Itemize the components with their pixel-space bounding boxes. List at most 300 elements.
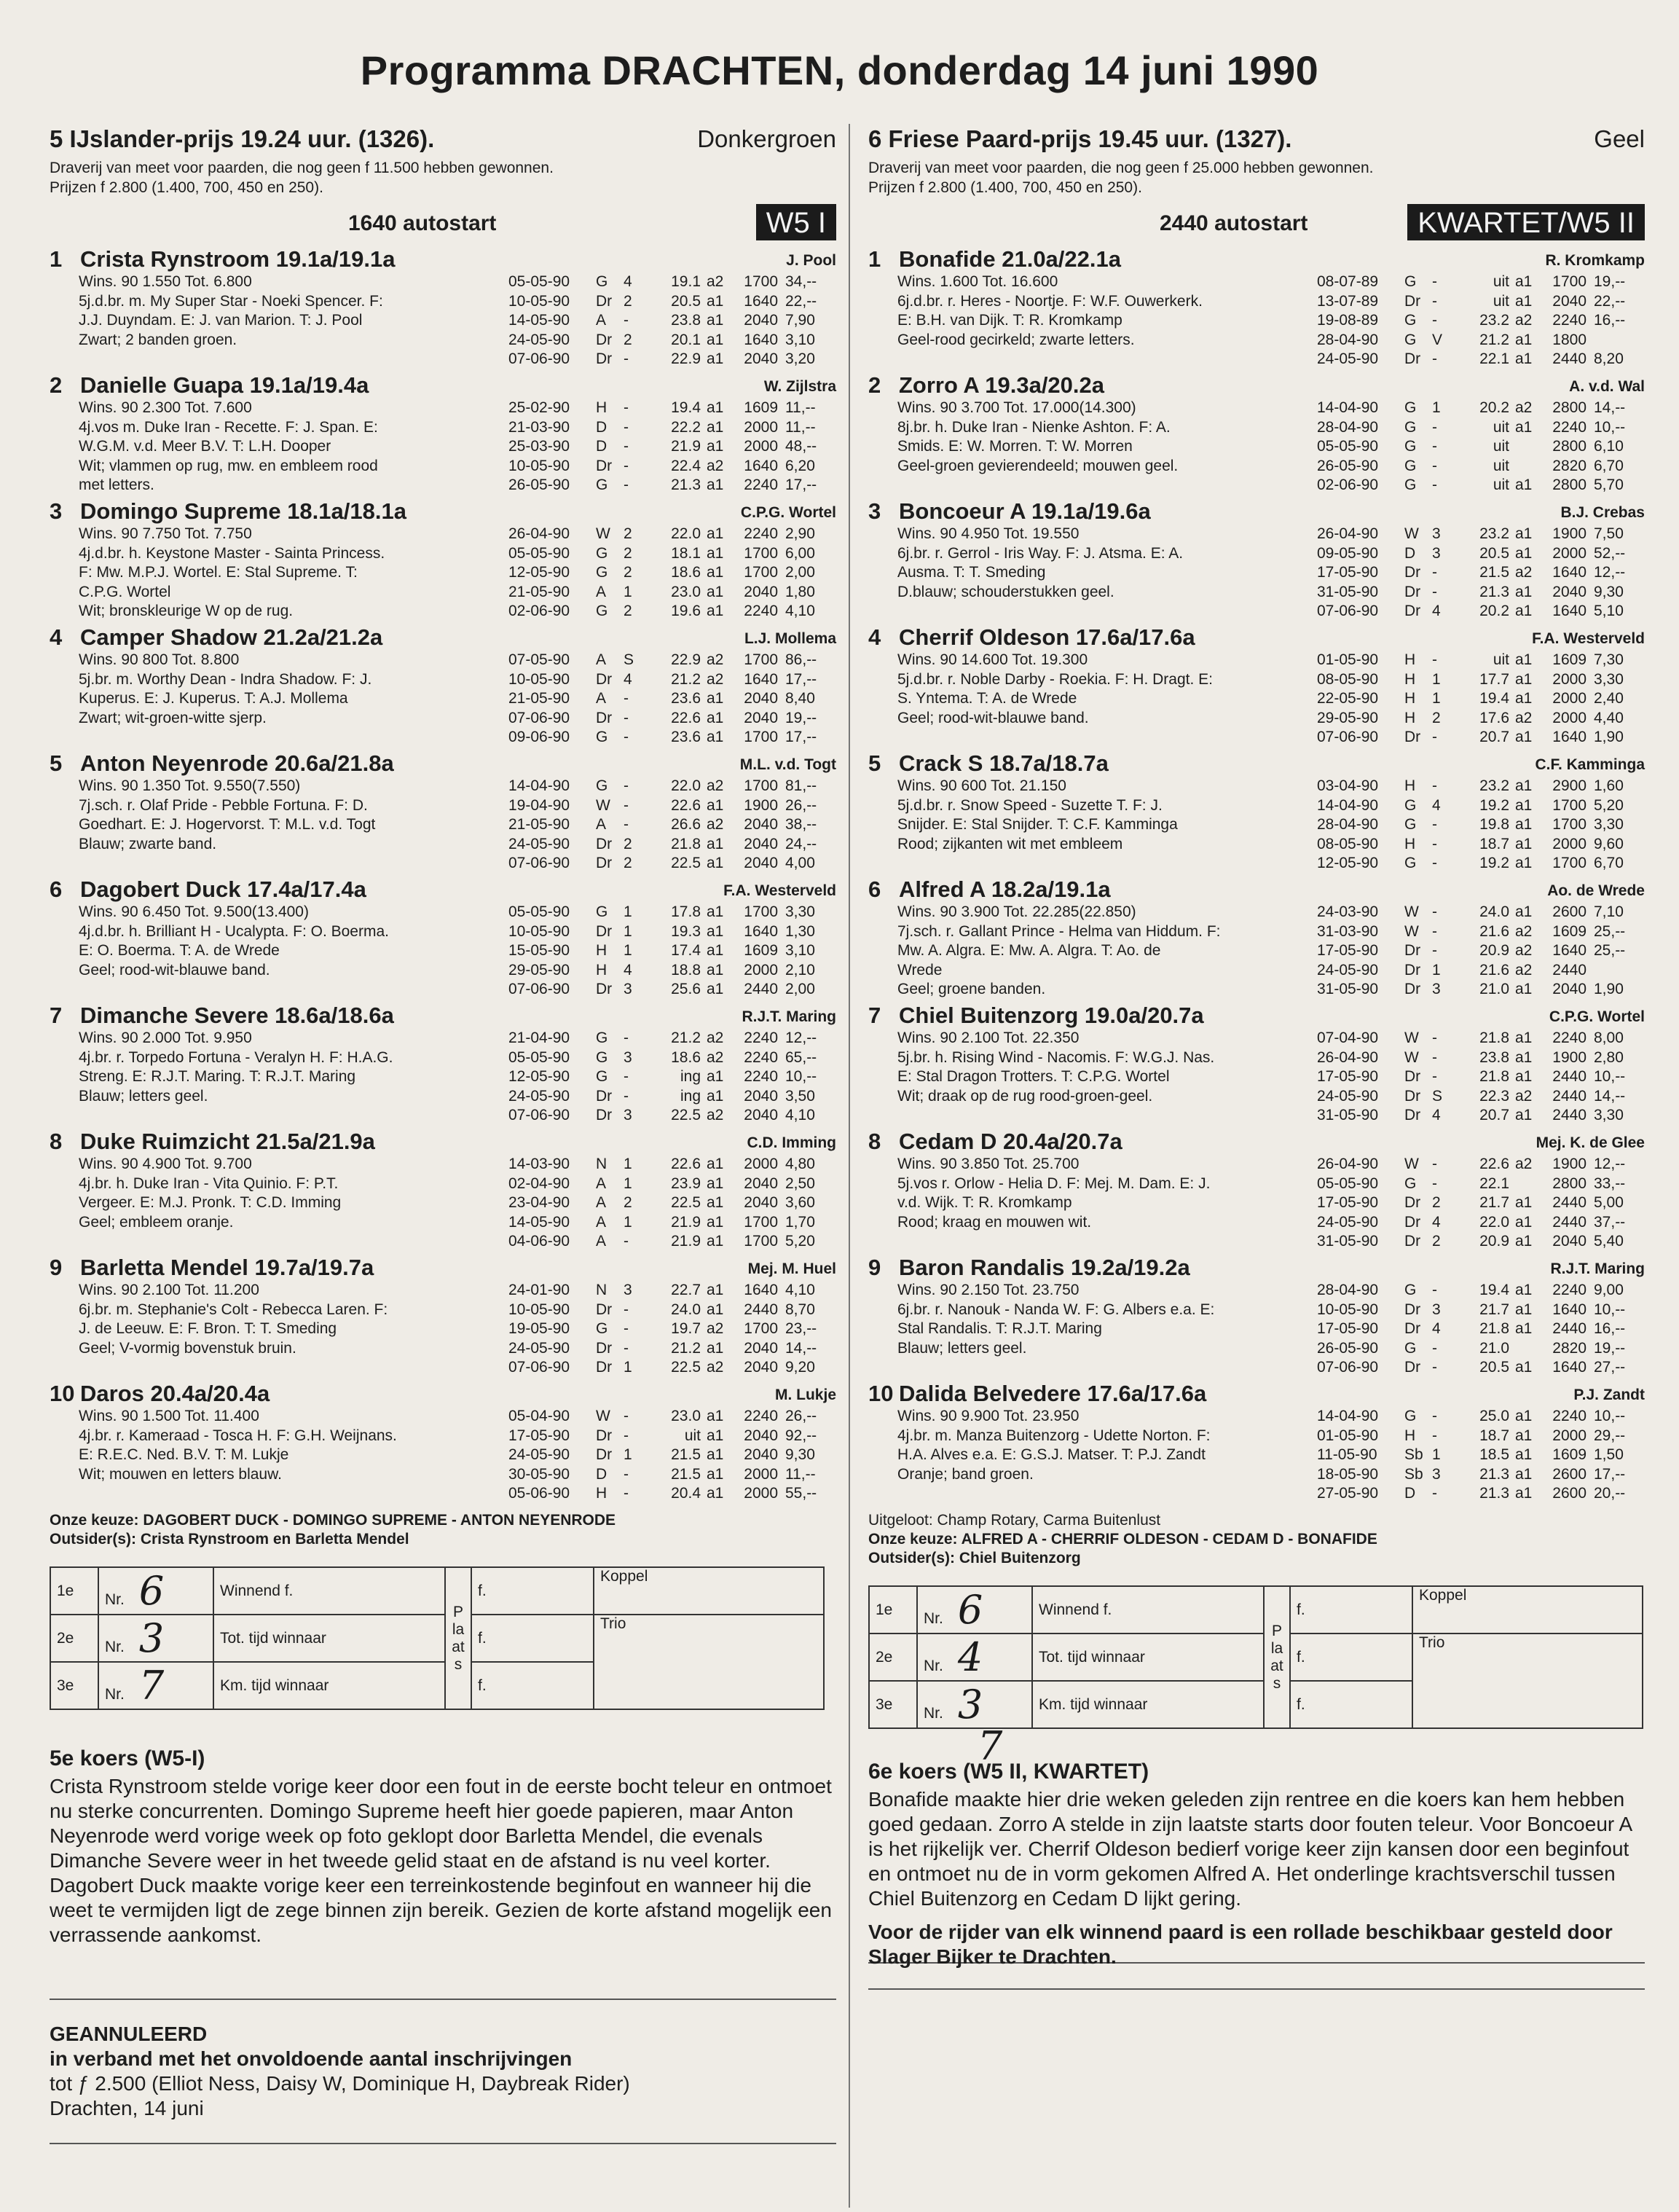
- perf-place: -: [624, 1029, 629, 1046]
- perf-track: Dr: [1404, 961, 1421, 978]
- perf-row: [1317, 1301, 1645, 1320]
- perf-distance: 2040: [1552, 1233, 1586, 1250]
- perf-distance: 2240: [744, 1408, 778, 1424]
- perf-start: a1: [1515, 816, 1533, 834]
- review-title: 5e koers (W5-I): [50, 1746, 205, 1770]
- perf-row: [1317, 1319, 1645, 1339]
- perf-date: 14-05-90: [508, 1213, 570, 1231]
- perf-place: -: [1432, 903, 1437, 920]
- perf-start: a1: [707, 1339, 724, 1357]
- perf-row: [508, 1193, 836, 1213]
- horse-info-line: Wins. 90 3.900 Tot. 22.285(22.850): [897, 903, 1136, 920]
- perf-place: -: [624, 476, 629, 494]
- perf-odds: 10,--: [1594, 1301, 1626, 1318]
- horse-name-row: [50, 876, 836, 902]
- horse-info-line: Wins. 90 6.450 Tot. 9.500(13.400): [79, 903, 309, 920]
- perf-start: a1: [707, 961, 724, 978]
- perf-odds: 86,--: [785, 651, 817, 668]
- horse-name-row: [868, 372, 1645, 398]
- perf-time: 20.9: [1479, 1233, 1509, 1250]
- perf-odds: 4,40: [1594, 709, 1624, 726]
- horse-info: [79, 777, 516, 854]
- perf-row: [508, 854, 836, 874]
- perf-start: [1515, 1174, 1541, 1194]
- perf-place: 1: [624, 903, 632, 920]
- perf-row: [1317, 941, 1645, 961]
- perf-date: 26-05-90: [1317, 457, 1379, 474]
- horse-info: [79, 651, 516, 728]
- horse-entry: [868, 246, 1645, 372]
- results-table: [868, 1585, 1643, 1729]
- perf-date: 07-05-90: [508, 651, 570, 668]
- horse-performance: [1317, 1029, 1645, 1126]
- perf-place: 1: [624, 583, 632, 600]
- perf-time: 21.2: [671, 1339, 701, 1357]
- prize-label: f.: [1290, 1586, 1412, 1633]
- perf-track: G: [596, 777, 608, 794]
- horse-info: [79, 1281, 516, 1358]
- horse-number: 1: [50, 246, 63, 272]
- perf-distance: 2000: [1552, 835, 1586, 852]
- perf-distance: 2000: [1552, 1427, 1586, 1444]
- perf-start: a1: [1515, 796, 1533, 814]
- perf-date: 14-04-90: [1317, 1408, 1379, 1424]
- perf-time: 24.0: [671, 1301, 701, 1318]
- perf-track: Dr: [1404, 1233, 1421, 1250]
- perf-date: 24-05-90: [1317, 350, 1379, 368]
- perf-distance: 2000: [1552, 670, 1586, 688]
- perf-place: -: [624, 399, 629, 416]
- perf-distance: 1640: [744, 292, 778, 310]
- handwritten-number: 3: [957, 1682, 983, 1727]
- perf-track: G: [1404, 312, 1417, 329]
- horse-info-line: Wins. 90 2.150 Tot. 23.750: [897, 1282, 1080, 1298]
- race-heading: [868, 125, 1645, 157]
- perf-odds: 3,10: [785, 331, 815, 348]
- perf-row: [508, 1106, 836, 1126]
- perf-distance: 1640: [1552, 729, 1586, 746]
- result-label: Winnend f.: [213, 1567, 445, 1615]
- perf-start: a1: [707, 1068, 724, 1086]
- perf-distance: 1609: [1552, 651, 1586, 668]
- horse-entry: [868, 498, 1645, 624]
- horse-info-line: Geel-rood gecirkeld; zwarte letters.: [897, 331, 1135, 348]
- perf-odds: 9,30: [785, 1446, 815, 1464]
- perf-distance: 2820: [1552, 1339, 1586, 1357]
- perf-place: 3: [1432, 1465, 1441, 1483]
- perf-place: 1: [1432, 961, 1441, 978]
- perf-row: [1317, 476, 1645, 495]
- perf-time: uit: [1493, 651, 1509, 668]
- perf-start: a2: [1515, 564, 1533, 581]
- perf-start: a1: [707, 1156, 724, 1172]
- race-6-column: [868, 125, 1645, 1990]
- perf-start: a1: [707, 942, 724, 960]
- perf-distance: 1700: [1552, 796, 1586, 814]
- perf-distance: 2440: [1552, 1213, 1586, 1231]
- perf-row: [508, 1339, 836, 1359]
- horse-performance: [508, 399, 836, 495]
- perf-track: D: [596, 438, 607, 455]
- horse-trainer: M. Lukje: [774, 1387, 836, 1403]
- perf-date: 05-05-90: [508, 903, 570, 920]
- perf-odds: 8,70: [785, 1301, 815, 1318]
- perf-start: a1: [707, 1194, 724, 1212]
- trio-cell: [594, 1615, 824, 1709]
- horse-name: Crack S 18.7a/18.7a: [899, 750, 1109, 776]
- perf-track: Dr: [596, 1446, 613, 1464]
- perf-odds: 5,20: [1594, 796, 1624, 814]
- perf-place: -: [1432, 1068, 1437, 1086]
- perf-start: a2: [707, 1107, 724, 1124]
- perf-start: a1: [707, 1301, 724, 1318]
- nr-label: Nr.: [924, 1658, 943, 1674]
- perf-time: 20.4: [671, 1485, 701, 1502]
- perf-time: 22.4: [671, 457, 701, 474]
- perf-time: 21.7: [1479, 1301, 1509, 1318]
- horse-info-line: 4j.vos m. Duke Iran - Recette. F: J. Span. E:: [79, 418, 378, 436]
- perf-place: 1: [624, 942, 632, 960]
- perf-row: [1317, 1339, 1645, 1359]
- horse-info-line: Rood; zijkanten wit met embleem: [897, 835, 1123, 852]
- perf-odds: 17,--: [785, 729, 817, 746]
- horse-entry: [868, 372, 1645, 498]
- perf-place: 3: [1432, 1301, 1441, 1318]
- perf-time: 23.9: [671, 1174, 701, 1192]
- perf-start: a1: [1515, 1029, 1533, 1046]
- perf-track: Dr: [596, 1301, 613, 1318]
- horse-number: 9: [50, 1255, 63, 1280]
- perf-place: -: [624, 418, 629, 436]
- perf-date: 10-05-90: [508, 1301, 570, 1318]
- perf-track: G: [596, 1048, 608, 1066]
- horse-info-line: 4j.br. m. Manza Buitenzorg - Udette Norton. F:: [897, 1427, 1211, 1444]
- perf-odds: [1594, 961, 1645, 981]
- perf-date: 26-05-90: [508, 476, 570, 494]
- perf-distance: 1700: [744, 273, 778, 290]
- perf-row: [1317, 651, 1645, 670]
- horse-info-line: 5j.d.br. r. Snow Speed - Suzette T. F: J.: [897, 796, 1163, 814]
- perf-date: 26-04-90: [1317, 525, 1379, 542]
- horse-info-line: Mw. A. Algra. E: Mw. A. Algra. T: Ao. de: [897, 942, 1161, 960]
- perf-date: 09-05-90: [1317, 544, 1379, 562]
- perf-track: Dr: [596, 922, 613, 940]
- horse-info-line: S. Yntema. T: A. de Wrede: [897, 690, 1077, 707]
- result-label: Winnend f.: [1032, 1586, 1264, 1633]
- perf-time: 23.2: [1479, 525, 1509, 542]
- horse-name: Zorro A 19.3a/20.2a: [899, 372, 1105, 398]
- result-label: Tot. tijd winnaar: [1032, 1633, 1264, 1681]
- perf-date: 28-04-90: [1317, 331, 1379, 348]
- handwritten-number: 3: [138, 1615, 165, 1661]
- perf-time: 19.4: [671, 399, 701, 416]
- perf-track: W: [1404, 903, 1419, 920]
- perf-time: 20.2: [1479, 603, 1509, 620]
- perf-date: 31-05-90: [1317, 583, 1379, 600]
- perf-time: uit: [1493, 457, 1509, 474]
- perf-time: 18.8: [671, 961, 701, 978]
- perf-start: a2: [707, 1029, 724, 1046]
- horse-info: [79, 1029, 516, 1106]
- horse-entry: [868, 624, 1645, 750]
- perf-place: -: [1432, 835, 1437, 852]
- perf-odds: 1,70: [785, 1213, 815, 1231]
- perf-time: 23.6: [671, 729, 701, 746]
- perf-track: Dr: [596, 1339, 613, 1357]
- horse-name: Chiel Buitenzorg 19.0a/20.7a: [899, 1003, 1204, 1028]
- perf-place: -: [1432, 1339, 1437, 1357]
- perf-start: a2: [1515, 922, 1533, 940]
- perf-start: a1: [1515, 1107, 1533, 1124]
- perf-place: 2: [624, 835, 632, 852]
- perf-track: A: [596, 1174, 607, 1192]
- perf-date: 13-07-89: [1317, 292, 1379, 310]
- horse-info-line: Geel; V-vormig bovenstuk bruin.: [79, 1339, 296, 1357]
- perf-place: 4: [1432, 603, 1441, 620]
- horse-info-line: 6j.br. m. Stephanie's Colt - Rebecca Laren. F:: [79, 1301, 388, 1318]
- perf-odds: 26,--: [785, 796, 817, 814]
- perf-start: a1: [707, 690, 724, 707]
- prize-label: f.: [471, 1615, 594, 1662]
- perf-distance: 2240: [1552, 1029, 1586, 1046]
- place-label: 3e: [50, 1662, 98, 1709]
- perf-date: 28-04-90: [1317, 418, 1379, 436]
- perf-track: Dr: [596, 981, 613, 998]
- perf-track: Dr: [1404, 603, 1421, 620]
- horse-number: 3: [50, 498, 63, 524]
- perf-distance: 2440: [1552, 961, 1586, 978]
- perf-track: Dr: [596, 350, 613, 368]
- perf-track: Dr: [596, 1359, 613, 1376]
- perf-date: 07-06-90: [508, 1359, 570, 1376]
- perf-date: 07-06-90: [508, 981, 570, 998]
- perf-place: 2: [624, 1194, 632, 1212]
- perf-distance: 2600: [1552, 903, 1586, 920]
- perf-start: a2: [1515, 1156, 1533, 1172]
- perf-row: [1317, 544, 1645, 564]
- horse-info-line: 5j.d.br. m. My Super Star - Noeki Spencer. F:: [79, 292, 383, 310]
- perf-row: [1317, 835, 1645, 855]
- perf-row: [508, 835, 836, 855]
- perf-start: a1: [1515, 1048, 1533, 1066]
- perf-track: Dr: [1404, 1359, 1421, 1376]
- perf-date: 10-05-90: [508, 457, 570, 474]
- perf-distance: 1900: [1552, 525, 1586, 542]
- perf-place: 3: [1432, 525, 1441, 542]
- perf-distance: 2440: [1552, 1087, 1586, 1105]
- perf-date: 08-05-90: [1317, 835, 1379, 852]
- perf-odds: 52,--: [1594, 544, 1626, 562]
- perf-distance: 1640: [744, 1282, 778, 1298]
- perf-row: [508, 941, 836, 961]
- perf-date: 04-06-90: [508, 1233, 570, 1250]
- perf-odds: 10,--: [1594, 1408, 1626, 1424]
- perf-time: 21.6: [1479, 961, 1509, 978]
- perf-place: S: [624, 651, 634, 668]
- perf-date: 02-06-90: [1317, 476, 1379, 494]
- perf-distance: 2240: [1552, 1408, 1586, 1424]
- race-5-column: [50, 125, 836, 2144]
- koppel-label: Koppel: [600, 1568, 648, 1585]
- perf-start: a1: [707, 564, 724, 581]
- horse-entry: [868, 1003, 1645, 1129]
- perf-row: [508, 563, 836, 583]
- perf-distance: 2040: [744, 1174, 778, 1192]
- perf-track: G: [596, 544, 608, 562]
- perf-track: G: [596, 729, 608, 746]
- perf-start: a1: [1515, 981, 1533, 998]
- perf-date: 03-04-90: [1317, 777, 1379, 794]
- perf-track: G: [596, 476, 608, 494]
- perf-track: Dr: [596, 1107, 613, 1124]
- perf-odds: 26,--: [785, 1408, 817, 1424]
- perf-odds: 4,10: [785, 603, 815, 620]
- perf-row: [1317, 583, 1645, 603]
- perf-place: -: [1432, 922, 1437, 940]
- perf-track: H: [1404, 1427, 1416, 1444]
- perf-date: 14-04-90: [1317, 796, 1379, 814]
- perf-track: H: [1404, 670, 1416, 688]
- perf-row: [1317, 1155, 1645, 1174]
- horse-info-line: W.G.M. v.d. Meer B.V. T: L.H. Dooper: [79, 438, 331, 455]
- horse-info-line: Wins. 90 2.300 Tot. 7.600: [79, 399, 252, 416]
- perf-place: V: [1432, 331, 1443, 348]
- perf-row: [508, 350, 836, 369]
- horse-info-line: Wit; draak op de rug rood-groen-geel.: [897, 1087, 1153, 1105]
- perf-track: Dr: [1404, 1068, 1421, 1086]
- horse-number: 10: [50, 1381, 75, 1406]
- perf-time: 17.4: [671, 942, 701, 960]
- horse-info-line: Wrede: [897, 961, 943, 978]
- perf-time: 22.0: [671, 525, 701, 542]
- perf-track: G: [596, 1068, 608, 1086]
- perf-date: 19-05-90: [508, 1320, 570, 1338]
- perf-distance: 2040: [744, 350, 778, 368]
- perf-start: a1: [1515, 1233, 1533, 1250]
- horse-info-line: Kuperus. E: J. Kuperus. T: A.J. Mollema: [79, 690, 348, 707]
- number-cell: [917, 1633, 1032, 1681]
- horse-info: [897, 1029, 1334, 1106]
- perf-track: Dr: [596, 670, 613, 688]
- horse-name: Daros 20.4a/20.4a: [80, 1381, 270, 1406]
- horse-info-line: Wins. 90 4.950 Tot. 19.550: [897, 525, 1080, 542]
- perf-track: G: [1404, 796, 1417, 814]
- perf-distance: 2000: [744, 1465, 778, 1483]
- perf-row: [1317, 1067, 1645, 1087]
- horse-info-line: Wins. 90 2.100 Tot. 11.200: [79, 1282, 259, 1298]
- perf-odds: 20,--: [1594, 1485, 1626, 1502]
- perf-time: 25.0: [1479, 1408, 1509, 1424]
- perf-place: 1: [1432, 399, 1441, 416]
- perf-odds: 1,90: [1594, 981, 1624, 998]
- perf-distance: 2000: [744, 961, 778, 978]
- perf-row: [1317, 1465, 1645, 1485]
- horse-info: [897, 399, 1334, 476]
- perf-date: 24-05-90: [508, 835, 570, 852]
- perf-time: 18.5: [1479, 1446, 1509, 1464]
- perf-place: -: [1432, 1282, 1437, 1298]
- perf-date: 09-06-90: [508, 729, 570, 746]
- perf-track: G: [596, 1320, 608, 1338]
- koppel-label: Koppel: [1419, 1587, 1467, 1604]
- horse-name: Baron Randalis 19.2a/19.2a: [899, 1255, 1190, 1280]
- perf-row: [508, 1232, 836, 1252]
- perf-place: 4: [1432, 1213, 1441, 1231]
- perf-odds: 37,--: [1594, 1213, 1626, 1231]
- perf-distance: 2240: [744, 525, 778, 542]
- perf-odds: 2,50: [785, 1174, 815, 1192]
- perf-place: 2: [624, 525, 632, 542]
- horse-name-row: [50, 1255, 836, 1280]
- perf-time: 23.8: [1479, 1048, 1509, 1066]
- perf-track: G: [1404, 331, 1417, 348]
- horse-info-line: H.A. Alves e.a. E: G.S.J. Matser. T: P.J. Zandt: [897, 1446, 1206, 1464]
- perf-date: 15-05-90: [508, 942, 570, 960]
- perf-odds: 33,--: [1594, 1174, 1626, 1192]
- perf-date: 07-06-90: [508, 1107, 570, 1124]
- perf-distance: 2040: [744, 1107, 778, 1124]
- horse-trainer: A. v.d. Wal: [1569, 378, 1645, 395]
- perf-place: -: [624, 777, 629, 794]
- horse-name: Barletta Mendel 19.7a/19.7a: [80, 1255, 374, 1280]
- perf-time: 21.9: [671, 1233, 701, 1250]
- perf-time: 20.5: [671, 292, 701, 310]
- horse-number: 7: [868, 1003, 881, 1028]
- perf-time: 18.7: [1479, 835, 1509, 852]
- horse-info-line: Geel; embleem oranje.: [79, 1213, 234, 1231]
- perf-row: [1317, 980, 1645, 1000]
- perf-time: 21.2: [671, 1029, 701, 1046]
- perf-row: [508, 815, 836, 835]
- perf-time: 25.6: [671, 981, 701, 998]
- horse-number: 8: [868, 1129, 881, 1154]
- outsiders: Outsider(s): Chiel Buitenzorg: [868, 1550, 1081, 1566]
- results-row: [50, 1615, 824, 1662]
- perf-distance: 1609: [1552, 1446, 1586, 1464]
- perf-date: 10-05-90: [508, 292, 570, 310]
- perf-track: G: [596, 603, 608, 620]
- perf-place: 1: [1432, 690, 1441, 707]
- perf-distance: 2240: [744, 1068, 778, 1086]
- horse-trainer: M.L. v.d. Togt: [739, 756, 836, 773]
- perf-time: 22.7: [671, 1282, 701, 1298]
- horse-number: 10: [868, 1381, 894, 1406]
- perf-odds: 55,--: [785, 1485, 817, 1502]
- perf-start: a1: [707, 1213, 724, 1231]
- perf-track: Dr: [596, 855, 613, 872]
- perf-track: G: [1404, 476, 1417, 494]
- perf-track: W: [596, 525, 610, 542]
- perf-row: [1317, 399, 1645, 418]
- perf-time: 19.8: [1479, 816, 1509, 834]
- horse-entry: [868, 1255, 1645, 1381]
- perf-row: [508, 602, 836, 621]
- perf-distance: 2240: [744, 1048, 778, 1066]
- perf-place: -: [1432, 816, 1437, 834]
- perf-track: N: [596, 1156, 607, 1172]
- horse-info: [897, 1407, 1334, 1484]
- perf-time: 22.5: [671, 1107, 701, 1124]
- perf-place: -: [1432, 564, 1437, 581]
- perf-track: Dr: [1404, 1213, 1421, 1231]
- perf-distance: 1700: [744, 903, 778, 920]
- perf-start: a1: [1515, 855, 1533, 872]
- our-choice: Onze keuze: ALFRED A - CHERRIF OLDESON - CEDAM D - BONAFIDE: [868, 1531, 1377, 1548]
- perf-start: a1: [1515, 835, 1533, 852]
- perf-place: -: [1432, 855, 1437, 872]
- perf-place: -: [1432, 438, 1437, 455]
- horse-trainer: Mej. K. de Glee: [1536, 1134, 1645, 1151]
